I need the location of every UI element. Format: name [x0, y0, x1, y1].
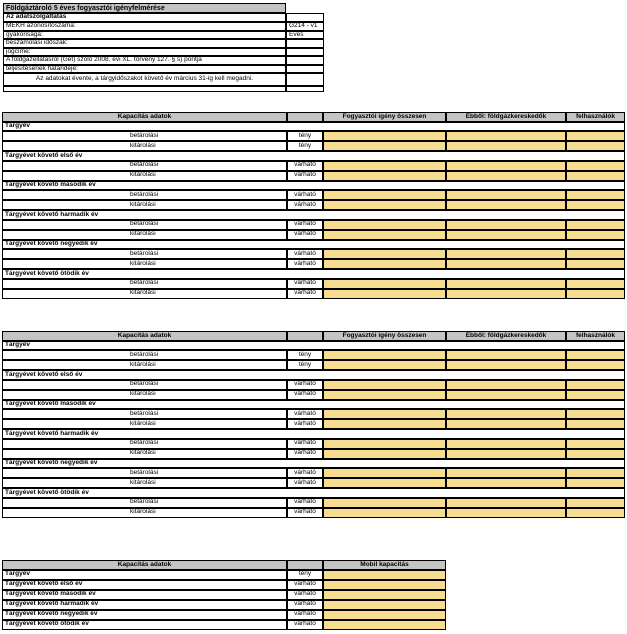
row-label: kitárolási [130, 259, 156, 267]
row-label: Tárgyévet követő negyedik év [2, 610, 287, 620]
row-type: várható [287, 409, 323, 419]
row-label-cell [2, 390, 287, 400]
row-type: várható [287, 439, 323, 449]
input-kereskedok[interactable] [446, 171, 566, 181]
input-felhasznalok[interactable] [566, 360, 625, 370]
header-blank [287, 331, 323, 341]
row-label: kitárolási [130, 478, 156, 486]
input-kereskedok[interactable] [446, 200, 566, 210]
group-label: Tárgyévet követő ötödik év [2, 269, 625, 279]
row-type: várható [287, 190, 323, 200]
row-type: várható [287, 478, 323, 488]
input-fogyasztoi[interactable] [323, 390, 446, 400]
input-felhasznalok[interactable] [566, 380, 625, 390]
input-felhasznalok[interactable] [566, 508, 625, 518]
input-felhasznalok[interactable] [566, 161, 625, 171]
info-label: Az adatokat évente, a tárgyidőszakot követő év március 31-ig kell megadni. [3, 73, 286, 86]
row-label: betárolási [130, 161, 159, 169]
input-felhasznalok[interactable] [566, 190, 625, 200]
row-label: betárolási [130, 131, 159, 139]
header-fogyasztoi: Fogyasztói igény összesen [323, 331, 446, 341]
header-kapacitas: Kapacitás adatok [2, 560, 287, 570]
input-kereskedok[interactable] [446, 380, 566, 390]
row-label: Tárgyév [2, 570, 287, 580]
info-label: teljesítésének határideje: [3, 65, 286, 74]
row-label-cell [2, 171, 287, 181]
input-fogyasztoi[interactable] [323, 200, 446, 210]
input-kereskedok[interactable] [446, 279, 566, 289]
group-label: Tárgyévet követő negyedik év [2, 459, 625, 469]
input-felhasznalok[interactable] [566, 200, 625, 210]
input-fogyasztoi[interactable] [323, 220, 446, 230]
row-type: várható [287, 161, 323, 171]
row-label: Tárgyévet követő harmadik év [2, 600, 287, 610]
row-label: kitárolási [130, 449, 156, 457]
input-kereskedok[interactable] [446, 259, 566, 269]
row-type: várható [287, 419, 323, 429]
header-kapacitas: Kapacitás adatok [2, 331, 287, 341]
row-type: várható [287, 230, 323, 240]
row-label-cell [2, 131, 287, 141]
row-label: Tárgyévet követő második év [2, 590, 287, 600]
row-label-cell [2, 439, 287, 449]
input-felhasznalok[interactable] [566, 141, 625, 151]
input-fogyasztoi[interactable] [323, 131, 446, 141]
input-kereskedok[interactable] [446, 409, 566, 419]
row-label: kitárolási [130, 289, 156, 297]
row-label: kitárolási [130, 141, 156, 149]
row-type: várható [287, 468, 323, 478]
row-label-cell [2, 508, 287, 518]
row-type: várható [287, 220, 323, 230]
info-value[interactable]: Éves [286, 31, 324, 40]
row-type: várható [287, 498, 323, 508]
row-label: kitárolási [130, 508, 156, 516]
input-kereskedok[interactable] [446, 220, 566, 230]
row-type: tény [287, 570, 323, 580]
row-label: Tárgyévet követő első év [2, 580, 287, 590]
group-label: Tárgyévet követő harmadik év [2, 429, 625, 439]
input-kereskedok[interactable] [446, 449, 566, 459]
row-type: tény [287, 131, 323, 141]
input-fogyasztoi[interactable] [323, 279, 446, 289]
row-type: tény [287, 141, 323, 151]
row-type: várható [287, 380, 323, 390]
input-fogyasztoi[interactable] [323, 419, 446, 429]
row-label: betárolási [130, 439, 159, 447]
input-kereskedok[interactable] [446, 498, 566, 508]
input-mobil-kapacitas[interactable] [323, 610, 446, 620]
row-label-cell [2, 449, 287, 459]
row-type: tény [287, 350, 323, 360]
row-label: betárolási [130, 380, 159, 388]
info-label: A földgázellátásról (Get) szóló 2008. évi XL. törvény 127. § s) pontja [3, 56, 286, 65]
row-type: várható [287, 610, 323, 620]
input-mobil-kapacitas[interactable] [323, 590, 446, 600]
row-label: betárolási [130, 350, 159, 358]
row-label-cell [2, 289, 287, 299]
input-mobil-kapacitas[interactable] [323, 600, 446, 610]
input-kereskedok[interactable] [446, 468, 566, 478]
input-kereskedok[interactable] [446, 141, 566, 151]
row-label-cell [2, 468, 287, 478]
input-felhasznalok[interactable] [566, 230, 625, 240]
header-kapacitas: Kapacitás adatok [2, 112, 287, 122]
row-type: várható [287, 590, 323, 600]
group-label: Tárgyévet követő második év [2, 181, 625, 191]
row-label-cell [2, 220, 287, 230]
row-type: várható [287, 279, 323, 289]
info-value[interactable] [286, 48, 324, 57]
input-fogyasztoi[interactable] [323, 478, 446, 488]
input-fogyasztoi[interactable] [323, 508, 446, 518]
input-fogyasztoi[interactable] [323, 259, 446, 269]
row-type: várható [287, 200, 323, 210]
input-fogyasztoi[interactable] [323, 289, 446, 299]
input-mobil-kapacitas[interactable] [323, 620, 446, 630]
header-felhasznalok: felhasználók [566, 331, 625, 341]
group-label: Tárgyév [2, 122, 625, 132]
row-type: várható [287, 249, 323, 259]
input-fogyasztoi[interactable] [323, 380, 446, 390]
row-label-cell [2, 279, 287, 289]
row-label-cell [2, 360, 287, 370]
info-label: jogcíme: [3, 48, 286, 57]
input-felhasznalok[interactable] [566, 259, 625, 269]
group-label: Tárgyévet követő harmadik év [2, 210, 625, 220]
input-fogyasztoi[interactable] [323, 249, 446, 259]
info-label: MEKH azonosítószáma: [3, 22, 286, 31]
row-label-cell [2, 380, 287, 390]
row-label-cell [2, 419, 287, 429]
header-blank [287, 112, 323, 122]
row-label-cell [2, 161, 287, 171]
input-felhasznalok[interactable] [566, 439, 625, 449]
input-fogyasztoi[interactable] [323, 190, 446, 200]
input-kereskedok[interactable] [446, 390, 566, 400]
row-type: várható [287, 390, 323, 400]
input-kereskedok[interactable] [446, 360, 566, 370]
row-type: tény [287, 360, 323, 370]
input-felhasznalok[interactable] [566, 289, 625, 299]
input-felhasznalok[interactable] [566, 350, 625, 360]
row-label-cell [2, 200, 287, 210]
header-blank [287, 560, 323, 570]
info-spacer [3, 86, 286, 92]
row-type: várható [287, 259, 323, 269]
input-felhasznalok[interactable] [566, 279, 625, 289]
row-label: kitárolási [130, 390, 156, 398]
input-mobil-kapacitas[interactable] [323, 580, 446, 590]
group-label: Tárgyév [2, 341, 625, 351]
info-value[interactable] [286, 73, 324, 86]
row-type: várható [287, 449, 323, 459]
header-mobil-kapacitas: Mobil kapacitás [323, 560, 446, 570]
row-label-cell [2, 230, 287, 240]
input-felhasznalok[interactable] [566, 498, 625, 508]
input-fogyasztoi[interactable] [323, 498, 446, 508]
input-fogyasztoi[interactable] [323, 141, 446, 151]
row-label-cell [2, 259, 287, 269]
info-label: beszámolási időszak: [3, 39, 286, 48]
row-label: betárolási [130, 498, 159, 506]
input-felhasznalok[interactable] [566, 249, 625, 259]
group-label: Tárgyévet követő második év [2, 400, 625, 410]
row-label: betárolási [130, 279, 159, 287]
input-kereskedok[interactable] [446, 439, 566, 449]
row-label: kitárolási [130, 200, 156, 208]
row-type: várható [287, 171, 323, 181]
input-felhasznalok[interactable] [566, 409, 625, 419]
info-value[interactable]: G214 - v1 [286, 22, 324, 31]
input-mobil-kapacitas[interactable] [323, 570, 446, 580]
input-kereskedok[interactable] [446, 289, 566, 299]
info-label: gyakorisága: [3, 31, 286, 40]
input-felhasznalok[interactable] [566, 131, 625, 141]
input-kereskedok[interactable] [446, 190, 566, 200]
row-label: betárolási [130, 220, 159, 228]
input-felhasznalok[interactable] [566, 478, 625, 488]
header-felhasznalok: felhasználók [566, 112, 625, 122]
row-label: betárolási [130, 409, 159, 417]
row-type: várható [287, 600, 323, 610]
input-felhasznalok[interactable] [566, 220, 625, 230]
header-kereskedok: Ebből: földgázkereskedők [446, 331, 566, 341]
input-felhasznalok[interactable] [566, 390, 625, 400]
info-value-cell [286, 13, 324, 22]
input-kereskedok[interactable] [446, 419, 566, 429]
row-label: kitárolási [130, 360, 156, 368]
input-kereskedok[interactable] [446, 131, 566, 141]
row-type: várható [287, 580, 323, 590]
group-label: Tárgyévet követő negyedik év [2, 240, 625, 250]
row-label-cell [2, 478, 287, 488]
row-label-cell [2, 249, 287, 259]
info-spacer [286, 86, 324, 92]
input-felhasznalok[interactable] [566, 468, 625, 478]
group-label: Tárgyévet követő első év [2, 370, 625, 380]
row-label-cell [2, 498, 287, 508]
info-value[interactable] [286, 39, 324, 48]
group-label: Tárgyévet követő ötödik év [2, 488, 625, 498]
input-fogyasztoi[interactable] [323, 171, 446, 181]
input-felhasznalok[interactable] [566, 449, 625, 459]
row-type: várható [287, 620, 323, 630]
group-label: Tárgyévet követő első év [2, 151, 625, 161]
input-fogyasztoi[interactable] [323, 449, 446, 459]
input-kereskedok[interactable] [446, 249, 566, 259]
input-fogyasztoi[interactable] [323, 439, 446, 449]
row-label-cell [2, 409, 287, 419]
sheet-title: Földgáztároló 5 éves fogyasztói igényfelmérése [3, 3, 286, 13]
row-label: Tárgyévet követő ötödik év [2, 620, 287, 630]
input-fogyasztoi[interactable] [323, 230, 446, 240]
row-label: betárolási [130, 468, 159, 476]
header-kereskedok: Ebből: földgázkereskedők [446, 112, 566, 122]
input-fogyasztoi[interactable] [323, 161, 446, 171]
input-kereskedok[interactable] [446, 508, 566, 518]
row-type: várható [287, 508, 323, 518]
info-subtitle: Az adatszolgáltatás [3, 13, 286, 22]
row-label-cell [2, 190, 287, 200]
row-label: betárolási [130, 249, 159, 257]
input-fogyasztoi[interactable] [323, 468, 446, 478]
row-type: várható [287, 289, 323, 299]
row-label: betárolási [130, 190, 159, 198]
row-label: kitárolási [130, 419, 156, 427]
input-felhasznalok[interactable] [566, 171, 625, 181]
header-fogyasztoi: Fogyasztói igény összesen [323, 112, 446, 122]
info-value[interactable] [286, 65, 324, 74]
row-label-cell [2, 141, 287, 151]
row-label: kitárolási [130, 230, 156, 238]
row-label: kitárolási [130, 171, 156, 179]
input-kereskedok[interactable] [446, 230, 566, 240]
input-fogyasztoi[interactable] [323, 350, 446, 360]
input-fogyasztoi[interactable] [323, 360, 446, 370]
input-kereskedok[interactable] [446, 161, 566, 171]
row-label-cell [2, 350, 287, 360]
info-value[interactable] [286, 56, 324, 65]
input-fogyasztoi[interactable] [323, 409, 446, 419]
input-felhasznalok[interactable] [566, 419, 625, 429]
input-kereskedok[interactable] [446, 350, 566, 360]
input-kereskedok[interactable] [446, 478, 566, 488]
